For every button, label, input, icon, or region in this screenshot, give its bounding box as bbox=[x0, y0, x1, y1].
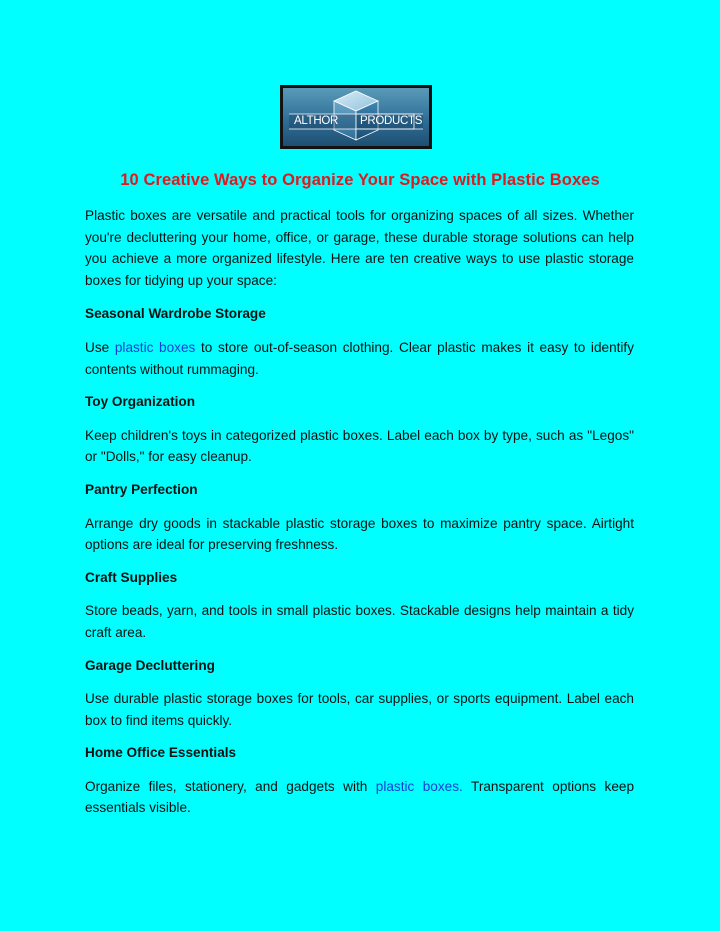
section-heading: Garage Decluttering bbox=[85, 657, 215, 673]
plastic-boxes-link[interactable]: plastic boxes bbox=[114, 339, 196, 355]
section-paragraph: Use durable plastic storage boxes for tools, car supplies, or sports equipment. Label each box to find items quickly. bbox=[85, 691, 634, 728]
article-body bbox=[85, 205, 634, 830]
text-segment: Organize files, stationery, and gadgets with bbox=[85, 778, 376, 794]
logo-image bbox=[283, 88, 429, 146]
text-segment: to store out-of-season clothing. Clear plastic makes it easy to identify contents without rummaging. bbox=[85, 339, 634, 377]
section-heading: Home Office Essentials bbox=[85, 745, 237, 761]
section-heading: Seasonal Wardrobe Storage bbox=[85, 306, 266, 322]
text-segment: Use bbox=[85, 339, 115, 355]
logo-text-right: PRODUCTS bbox=[360, 115, 423, 127]
plastic-boxes-link[interactable]: plastic boxes. bbox=[375, 778, 463, 794]
section-paragraph bbox=[85, 337, 634, 380]
text-segment: Transparent options keep essentials visible. bbox=[85, 778, 635, 816]
althor-products-logo bbox=[280, 85, 432, 149]
section-paragraph: Store beads, yarn, and tools in small plastic boxes. Stackable designs help maintain a tidy craft area. bbox=[85, 603, 634, 640]
section-paragraph bbox=[85, 776, 634, 819]
section-heading: Pantry Perfection bbox=[85, 481, 198, 497]
section-heading: Toy Organization bbox=[85, 394, 196, 410]
section-heading: Craft Supplies bbox=[85, 569, 178, 585]
section-paragraph: Arrange dry goods in stackable plastic storage boxes to maximize pantry space. Airtight options are ideal for preserving freshness. bbox=[85, 515, 634, 553]
intro-paragraph: Plastic boxes are versatile and practical tools for organizing spaces of all sizes. Whether you're decluttering your home, office, or garage, these durable storage solutions can help you achieve a more organized lifestyle. Here are ten creative ways to use plastic storage boxes for tidying up your space: bbox=[85, 208, 634, 288]
section-paragraph: Keep children's toys in categorized plastic boxes. Label each box by type, such as "Legos" or "Dolls," for easy cleanup. bbox=[85, 427, 634, 465]
logo-text-left: ALTHOR bbox=[294, 115, 338, 127]
page-title: 10 Creative Ways to Organize Your Space with Plastic Boxes bbox=[120, 171, 600, 189]
